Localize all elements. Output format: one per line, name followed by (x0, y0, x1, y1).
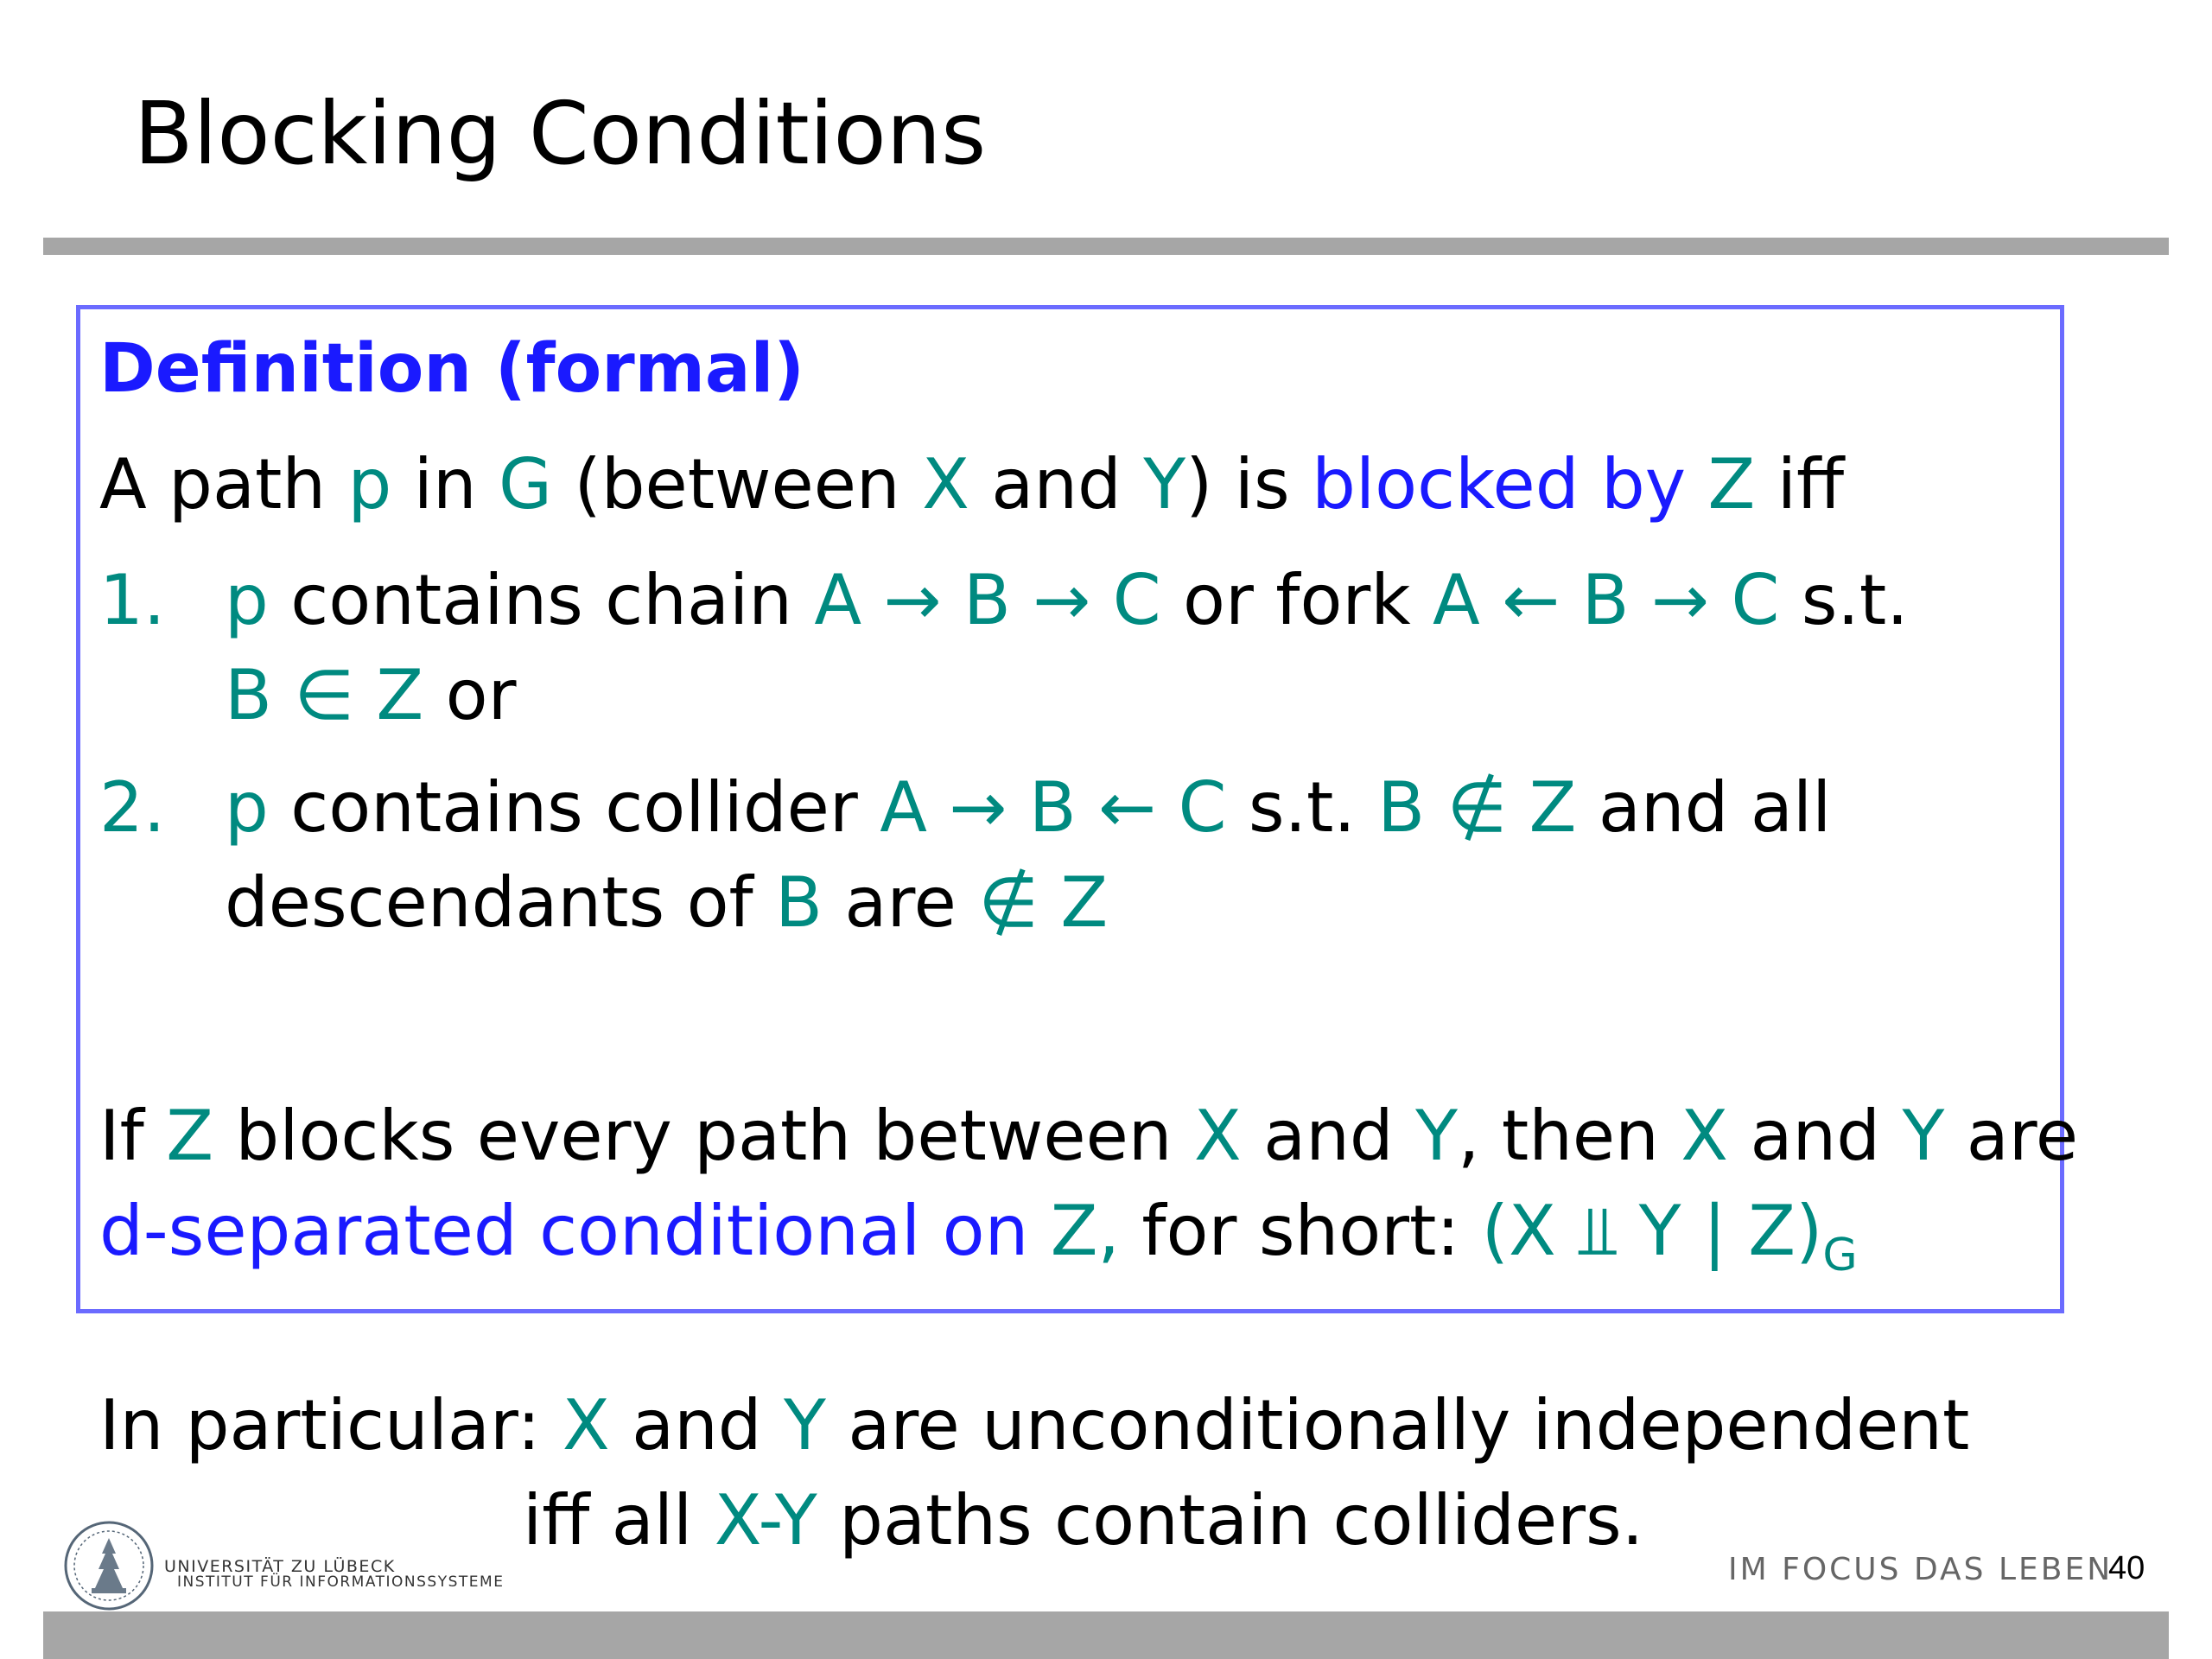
definition-heading: Definition (formal) (99, 330, 804, 408)
list-number-2: 2. (99, 767, 166, 848)
university-name: UNIVERSITÄT ZU LÜBECK (164, 1557, 396, 1576)
page-title: Blocking Conditions (134, 83, 987, 184)
particular-line2: iff all X-Y paths contain colliders. (523, 1480, 1644, 1560)
independence-formula: (X ⫫ Y | Z) (1481, 1191, 1823, 1271)
item1-line1: p contains chain A → B → C or fork A ← B → C s.t. (225, 560, 1909, 640)
title-rule (43, 238, 2169, 255)
formula-subscript: G (1822, 1230, 1858, 1281)
bottom-bar (43, 1611, 2169, 1659)
chain-formula: A → B → C (814, 560, 1161, 640)
motto: IM FOCUS DAS LEBEN (1728, 1552, 2113, 1587)
fork-formula: A ← B → C (1433, 560, 1780, 640)
conclusion-line1: If Z blocks every path between X and Y, then X and Y are (99, 1096, 2079, 1176)
page-number: 40 (2108, 1550, 2145, 1586)
institute-name: INSTITUT FÜR INFORMATIONSSYSTEME (177, 1573, 505, 1591)
list-number-1: 1. (99, 560, 166, 640)
conclusion-line2: d-separated conditional on Z, for short: (X ⫫ Y | $Z)_G$ (99, 1191, 1858, 1281)
item1-line2: B ∈ Z or (225, 655, 517, 735)
item2-line1: p contains collider A → B ← C s.t. B ∉ Z and all (225, 767, 1832, 848)
particular-line1: In particular: X and Y are unconditionally independent (99, 1385, 1970, 1465)
item2-line2: descendants of B are ∉ Z (225, 862, 1109, 943)
collider-formula: A → B ← C (880, 767, 1227, 848)
definition-intro: A path p in G (between X and Y) is blocked by Z iff (99, 444, 1845, 524)
university-seal-icon (62, 1519, 156, 1612)
